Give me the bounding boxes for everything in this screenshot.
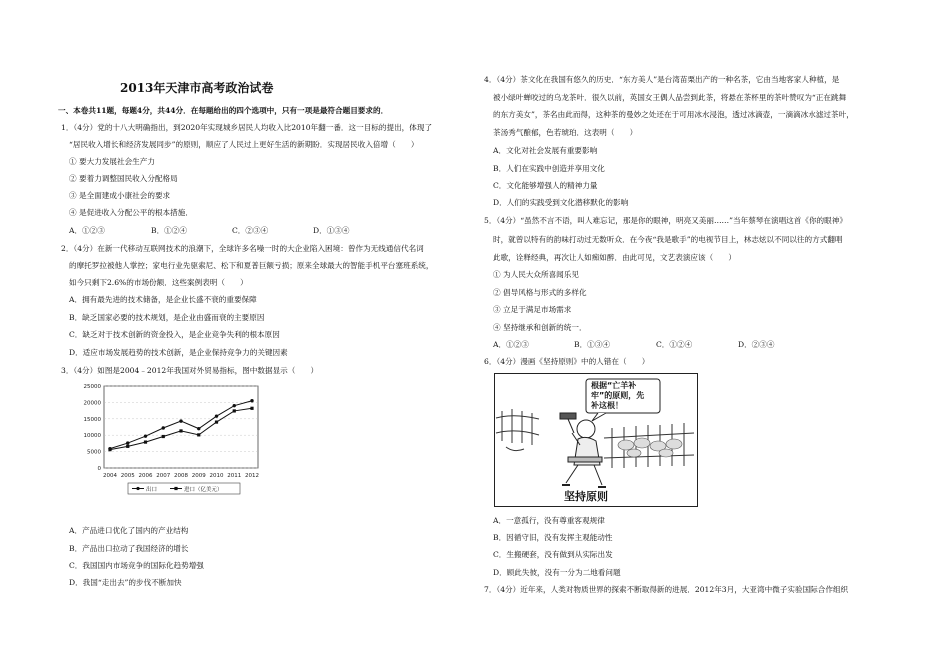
q5-choice-b[interactable]: B．①③④	[574, 340, 610, 349]
cartoon-caption: 坚持原则	[564, 490, 608, 503]
q4-choice-a[interactable]: A．文化对社会发展有重要影响	[493, 146, 598, 155]
trade-line-chart	[68, 380, 268, 498]
q5-stem-line: 此歌，诠释经典，再次让人如痴如醉．由此可见，文艺表演应该（ ）	[493, 253, 736, 262]
q4-stem-line: 茶汤秀气酿郁，色若琥珀．这表明（ ）	[493, 128, 638, 137]
q6-choice-d[interactable]: D．顾此失彼，没有一分为二地看问题	[493, 568, 621, 577]
page-title: 2013年天津市高考政治试卷	[120, 81, 274, 95]
q2-stem-line: 如今只剩下2.6%的市场份额．这些案例表明（ ）	[69, 278, 248, 287]
q6-choice-a[interactable]: A．一意孤行，没有尊重客观规律	[493, 516, 605, 525]
data-point	[250, 399, 253, 402]
q6-stem-line: 6．（4分）漫画《坚持原则》中的人错在（ ）	[484, 357, 650, 366]
data-point	[197, 427, 200, 430]
legend-marker-import	[174, 487, 177, 490]
data-point	[144, 440, 147, 443]
q1-item: ① 要大力发展社会生产力	[69, 157, 155, 166]
data-point	[233, 404, 236, 407]
q5-stem-line: 时，就曾以特有的韵味打动过无数听众．在今夜“我是歌手”的电视节目上，林志炫以不同以往的方式翻唱	[493, 235, 843, 244]
q4-stem-line: 的东方美女”，茶名由此而得，这种茶的曼妙之处还在于可用冰水浸泡，透过冰滴壶，一滴滴冰水滤过茶叶，	[493, 110, 854, 119]
x-tick-label: 2009	[191, 473, 206, 479]
q5-stem-line: 5．（4分）“虽然不言不语，叫人难忘记，那是你的眼神，明亮又美丽……”当年蔡琴在演唱这首《你的眼神》	[484, 216, 847, 225]
q1-choice-a[interactable]: A．①②③	[69, 226, 105, 235]
data-point	[179, 429, 182, 432]
series-line-export	[110, 401, 252, 449]
x-tick-label: 2008	[174, 473, 188, 479]
q4-choice-c[interactable]: C．文化能够增强人的精神力量	[493, 181, 598, 190]
q1-item: ④ 是促进收入分配公平的根本措施．	[69, 208, 193, 217]
x-tick-label: 2012	[245, 473, 259, 479]
q2-stem-line: 2．（4分）在新一代移动互联网技术的浪潮下，全球许多名噪一时的大企业陷入困境：曾作为无线通信代名词	[61, 244, 424, 253]
q1-choice-c[interactable]: C．②③④	[232, 226, 269, 235]
x-tick-label: 2007	[156, 473, 171, 479]
q6-choice-c[interactable]: C．生搬硬套，没有做到从实际出发	[493, 550, 613, 559]
q4-choice-b[interactable]: B．人们在实践中创造并享用文化	[493, 164, 605, 173]
q1-stem-line: “居民收入增长和经济发展同步”的原则，顺应了人民过上更好生活的新期盼．实现居民收入倍增（ ）	[69, 140, 419, 149]
q3-choice-d[interactable]: D．我国“走出去”的步伐不断加快	[69, 578, 182, 587]
y-tick-label: 20000	[83, 400, 101, 407]
q4-choice-d[interactable]: D．人们的实践受到文化潜移默化的影响	[493, 198, 629, 207]
q1-choice-d[interactable]: D．①③④	[313, 226, 350, 235]
y-tick-label: 5000	[87, 449, 101, 456]
data-point	[126, 441, 129, 444]
bubble-line: 牢”的原则，先	[591, 391, 645, 400]
legend-label: 进口（亿美元）	[184, 487, 223, 493]
data-point	[162, 435, 165, 438]
q6-choice-b[interactable]: B．因循守旧，没有发挥主观能动性	[493, 533, 613, 542]
plot-frame	[104, 386, 258, 468]
q5-item: ① 为人民大众所喜闻乐见	[493, 270, 579, 279]
q1-item: ② 要着力调整国民收入分配格局	[69, 174, 178, 183]
legend-marker-export	[136, 487, 139, 490]
q4-stem-line: 4．（4分）茶文化在我国有悠久的历史．“东方美人”是台湾苗栗出产的一种名茶，它由当地客家人种植，是	[484, 75, 840, 84]
q5-item: ③ 立足于满足市场需求	[493, 305, 572, 314]
q2-choice-b[interactable]: B．缺乏国家必要的技术规划，是企业由盛而衰的主要原因	[69, 313, 265, 322]
data-point	[197, 433, 200, 436]
q5-item: ④ 坚持继承和创新的统一．	[493, 323, 587, 332]
q5-choice-c[interactable]: C．①②④	[656, 340, 693, 349]
q1-stem-line: 1．（4分）党的十八大明确指出，到2020年实现城乡居民人均收入比2010年翻一番．这一目标的提出，体现了	[61, 123, 433, 132]
data-point	[233, 409, 236, 412]
data-point	[126, 445, 129, 448]
y-tick-label: 25000	[83, 384, 101, 390]
q7-stem-line: 7．（4分）近年来，人类对物质世界的探索不断取得新的进展．2012年3月，大亚湾中微子实验国际合作组织	[484, 585, 849, 594]
x-tick-label: 2010	[209, 473, 224, 479]
q5-choice-a[interactable]: A．①②③	[493, 340, 529, 349]
data-point	[250, 407, 253, 410]
q2-stem-line: 的摩托罗拉被他人掌控；家电行业先驱索尼、松下和夏普巨额亏损；原来全球最大的智能手机平台塞班系统，	[69, 261, 434, 270]
q5-choice-d[interactable]: D．②③④	[738, 340, 775, 349]
q1-choice-b[interactable]: B．①②④	[151, 226, 187, 235]
x-tick-label: 2004	[103, 473, 117, 479]
series-line-import	[110, 408, 252, 449]
bubble-line: 补这根！	[591, 401, 623, 410]
legend-label: 出口	[146, 487, 158, 493]
q2-choice-c[interactable]: C．缺乏对于技术创新的资金投入，是企业竞争失利的根本原因	[69, 330, 280, 339]
q3-choice-b[interactable]: B．产品出口拉动了我国经济的增长	[69, 544, 189, 553]
cartoon-illustration	[494, 373, 698, 507]
q2-choice-d[interactable]: D．适应市场发展趋势的技术创新，是企业保持竞争力的关键因素	[69, 348, 288, 357]
q3-choice-c[interactable]: C．我国国内市场竞争的国际化趋势增强	[69, 561, 204, 570]
data-point	[144, 434, 147, 437]
q4-stem-line: 被小绿叶蝉咬过的乌龙茶叶．很久以前，英国女王偶人品尝到此茶，将悬在茶杯里的茶叶赞叹为“正在跳舞	[493, 93, 847, 102]
data-point	[215, 414, 218, 417]
x-tick-label: 2005	[120, 473, 135, 479]
x-tick-label: 2011	[227, 473, 242, 479]
y-tick-label: 10000	[83, 433, 101, 440]
section-heading: 一、本卷共11题，每题4分，共44分．在每题给出的四个选项中，只有一项是最符合题目要求的．	[58, 106, 389, 115]
data-point	[108, 448, 111, 451]
q5-item: ② 倡导风格与形式的多样化	[493, 288, 587, 297]
data-point	[162, 426, 165, 429]
y-tick-label: 0	[97, 466, 101, 472]
y-tick-label: 15000	[83, 416, 101, 423]
data-point	[215, 420, 218, 423]
bubble-line: 根据“亡羊补	[591, 381, 637, 390]
data-point	[179, 419, 182, 422]
q3-stem-line: 3．（4分）如图是2004﹣2012年我国对外贸易指标，图中数据显示（ ）	[61, 366, 319, 375]
q1-item: ③ 是全面建成小康社会的要求	[69, 191, 171, 200]
q3-choice-a[interactable]: A．产品进口优化了国内的产业结构	[69, 526, 189, 535]
q2-choice-a[interactable]: A．拥有最先进的技术储备，是企业长盛不衰的重要保障	[69, 295, 257, 304]
x-tick-label: 2006	[138, 473, 153, 479]
